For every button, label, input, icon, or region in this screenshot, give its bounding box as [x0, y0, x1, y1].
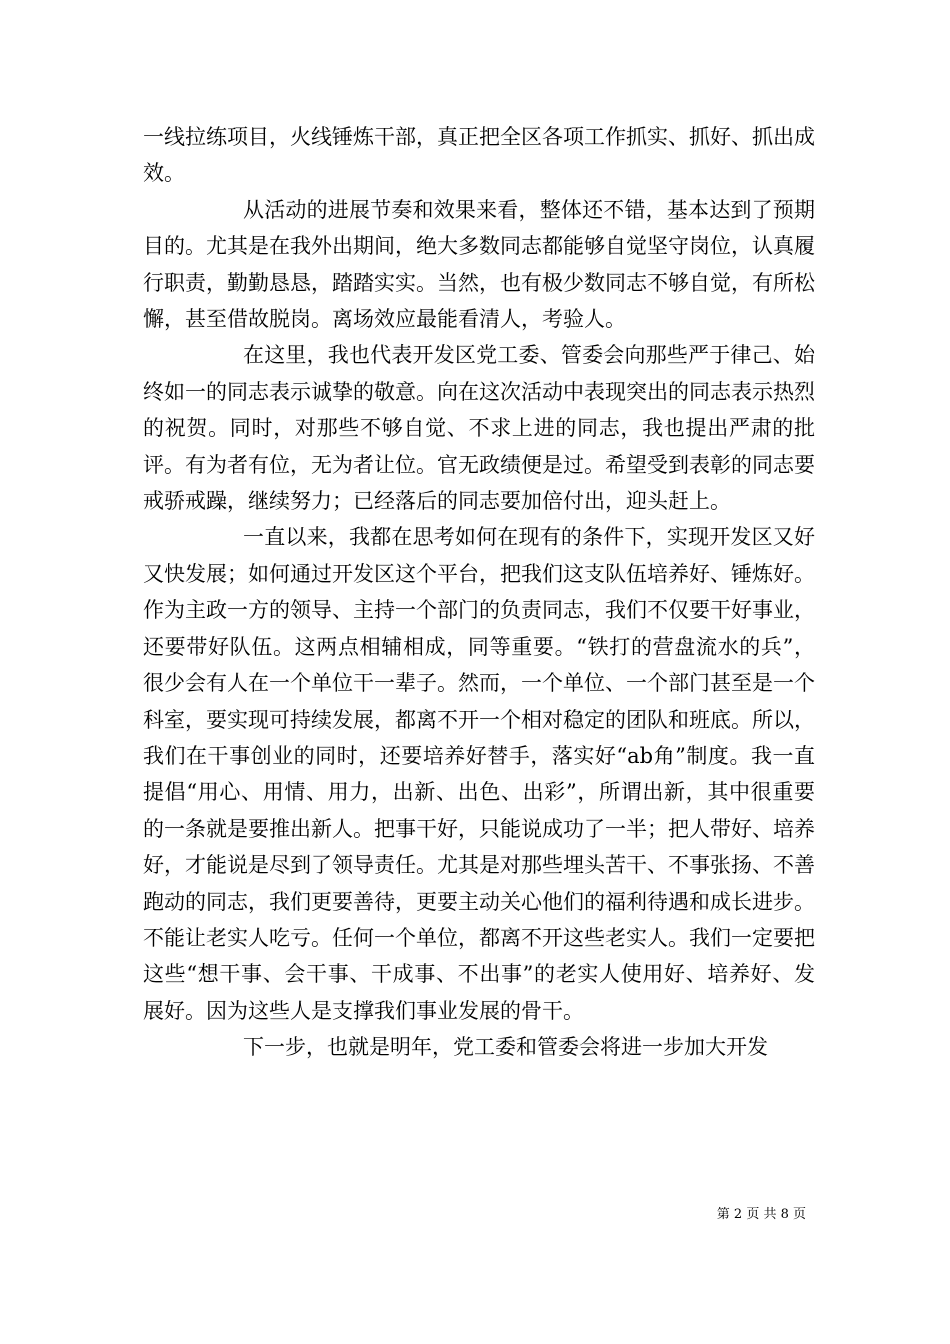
paragraph: 从活动的进展节奏和效果来看，整体还不错，基本达到了预期目的。尤其是在我外出期间，绝大多数同志都能够自觉坚守岗位，认真履行职责，勤勤恳恳，踏踏实实。当然，也有极少数同志不够自觉，有所松懈，甚至借故脱岗。离场效应最能看清人，考验人。 — [143, 197, 815, 332]
paragraph: 在这里，我也代表开发区党工委、管委会向那些严于律己、始终如一的同志表示诚挚的敬意。向在这次活动中表现突出的同志表示热烈的祝贺。同时，对那些不够自觉、不求上进的同志，我也提出严肃的批评。有为者有位，无为者让位。官无政绩便是过。希望受到表彰的同志要戒骄戒躁，继续努力；已经落后的同志要加倍付出，迎头赶上。 — [143, 343, 815, 514]
body-text — [143, 119, 815, 1066]
paragraph: 一直以来，我都在思考如何在现有的条件下，实现开发区又好又快发展；如何通过开发区这个平台，把我们这支队伍培养好、锤炼好。作为主政一方的领导、主持一个部门的负责同志，我们不仅要干好事业，还要带好队伍。这两点相辅相成，同等重要。“铁打的营盘流水的兵”，很少会有人在一个单位干一辈子。然而，一个单位、一个部门甚至是一个科室，要实现可持续发展，都离不开一个相对稳定的团队和班底。所以，我们在干事创业的同时，还要培养好替手，落实好“ab角”制度。我一直提倡“用心、用情、用力，出新、出色、出彩”，所谓出新，其中很重要的一条就是要推出新人。把事干好，只能说成功了一半；把人带好、培养好，才能说是尽到了领导责任。尤其是对那些埋头苦干、不事张扬、不善跑动的同志，我们更要善待，更要主动关心他们的福利待遇和成长进步。不能让老实人吃亏。任何一个单位，都离不开这些老实人。我们一定要把这些“想干事、会干事、干成事、不出事”的老实人使用好、培养好、发展好。因为这些人是支撑我们事业发展的骨干。 — [143, 525, 815, 1023]
page-number-footer: 第 2 页 共 8 页 — [716, 1207, 806, 1222]
paragraph: 下一步，也就是明年，党工委和管委会将进一步加大开发 — [243, 1035, 768, 1060]
paragraph-continuation: 一线拉练项目，火线锤炼干部，真正把全区各项工作抓实、抓好、抓出成效。 — [143, 125, 815, 186]
